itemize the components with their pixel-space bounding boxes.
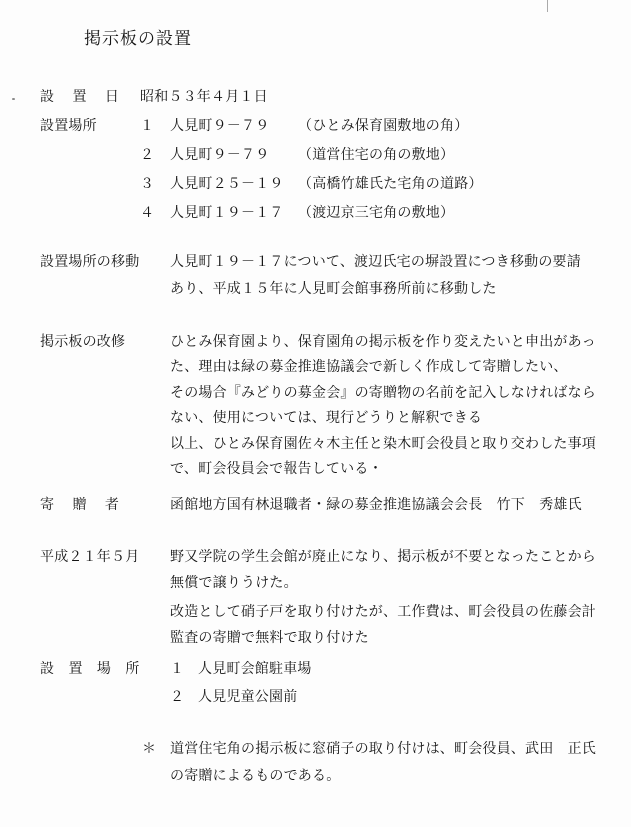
relocation-line: あり、平成１５年に人見町会館事務所前に移動した xyxy=(170,281,497,297)
location-address: 人見町１９－１７ xyxy=(170,205,284,221)
donor-label: 寄 贈 者 xyxy=(40,497,126,513)
location-note: （道営住宅の角の敷地） xyxy=(298,147,455,163)
location-address: 人見町９－７９ xyxy=(170,147,270,163)
footnote-marker: ＊ xyxy=(142,741,157,757)
location-num: ３ xyxy=(140,176,155,192)
h21-line: 野又学院の学生会館が廃止になり、掲示板が不要となったことから xyxy=(170,549,596,565)
renovation-line: た、理由は緑の募金推進協議会で新しく作成して寄贈したい、 xyxy=(170,359,568,375)
donor-value: 函館地方国有林退職者・緑の募金推進協議会会長 竹下 秀雄氏 xyxy=(170,497,582,513)
relocation-label: 設置場所の移動 xyxy=(40,254,140,270)
renovation-line: 以上、ひとみ保育園佐々木主任と染木町会役員と取り交わした事項 xyxy=(170,436,596,452)
location2-text: 人見町会館駐車場 xyxy=(198,661,312,677)
renovation-line: ない、使用については、現行どうりと解釈できる xyxy=(170,410,483,426)
relocation-line: 人見町１９－１７について、渡辺氏宅の塀設置につき移動の要請 xyxy=(170,254,581,270)
page-title: 掲示板の設置 xyxy=(84,29,192,49)
h21-line: 改造として硝子戸を取り付けたが、工作費は、町会役員の佐藤会計 xyxy=(170,604,596,620)
location-note: （ひとみ保育園敷地の角） xyxy=(298,118,469,134)
renovation-label: 掲示板の改修 xyxy=(40,334,126,350)
renovation-line: ひとみ保育園より、保育園角の掲示板を作り変えたいと申出があっ xyxy=(170,334,596,350)
locations2-label: 設 置 場 所 xyxy=(40,661,145,677)
footnote-line: 道営住宅角の掲示板に窓硝子の取り付けは、町会役員、武田 正氏 xyxy=(170,741,596,757)
location-address: 人見町２５－１９ xyxy=(170,176,284,192)
h21-line: 無償で譲りうけた。 xyxy=(170,575,298,591)
h21-line: 監査の寄贈で無料で取り付けた xyxy=(170,630,369,646)
date-label: 設 置 日 xyxy=(40,89,126,105)
location2-num: ２ xyxy=(170,689,185,705)
date-value: 昭和５３年４月１日 xyxy=(140,89,268,105)
location-address: 人見町９－７９ xyxy=(170,118,270,134)
locations-label: 設置場所 xyxy=(40,118,97,134)
footnote-line: の寄贈によるものである。 xyxy=(170,768,341,784)
location-note: （渡辺京三宅角の敷地） xyxy=(298,205,455,221)
location-num: ４ xyxy=(140,205,155,221)
scan-speck xyxy=(12,98,15,100)
location2-num: １ xyxy=(170,661,185,677)
renovation-line: で、町会役員会で報告している・ xyxy=(170,461,383,477)
location-num: ２ xyxy=(140,147,155,163)
h21-label: 平成２１年５月 xyxy=(40,549,140,565)
location-note: （高橋竹雄氏た宅角の道路） xyxy=(298,176,483,192)
location-num: １ xyxy=(140,118,155,134)
scan-mark xyxy=(547,0,548,12)
renovation-line: その場合『みどりの募金会』の寄贈物の名前を記入しなければなら xyxy=(170,385,596,401)
location2-text: 人見児童公園前 xyxy=(198,689,298,705)
